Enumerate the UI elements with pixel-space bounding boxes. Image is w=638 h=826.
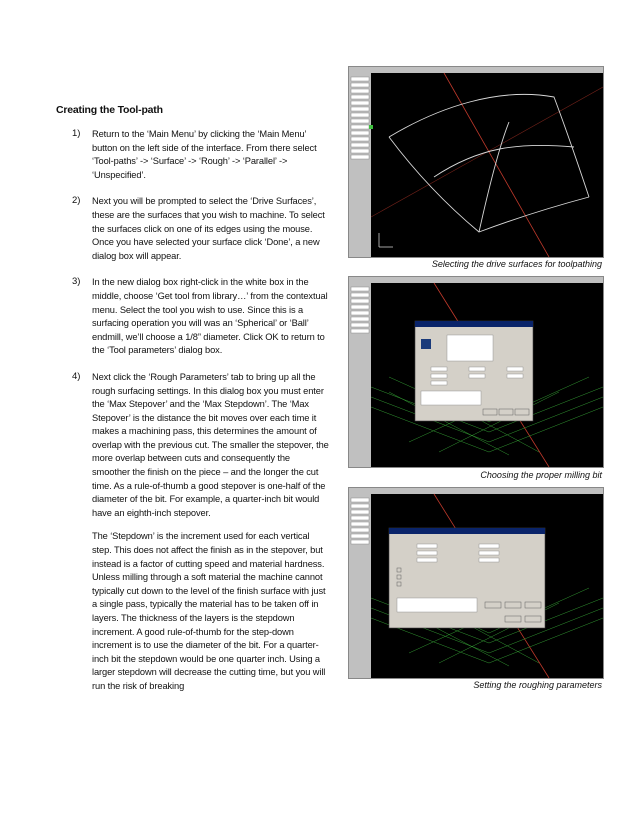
step-text: Next click the ‘Rough Parameters’ tab to bring up all the rough surfacing settings. In this dialog box you must enter the ‘Max Stepover’ and the ‘Max Stepdown’. The ‘Max Stepover’ is the distance the bit moves over each time it makes a machining pass, this determines the amount of overlap with the previous cut. The smaller the stepover, the more overlap between cuts and consequently the smoother the finish on the piece – and the longer the cut time. As a rule-of-thumb a good stepover is one-half of the diameter of the bit. For example, a quarter-inch bit would have an eighth-inch stepover. xyxy=(92,371,329,518)
step-text: Next you will be prompted to select the ‘Drive Surfaces’, these are the surfaces that you wish to machine. To select the surfaces click on one of its edges using the mouse. Once you have selected your surface click ‘Done’, a new dialog box will appear. xyxy=(92,196,325,261)
steps-list xyxy=(58,128,330,707)
step-text: In the new dialog box right-click in the white box in the middle, choose ‘Get tool from library…’ from the contextual menu. Select the tool you wish to use. Since this is a surfacing operation you will was an ‘Spherical’ or ‘Ball’ endmill, we’ll choose a 1/8” diameter. Click OK to return to the ‘Tool parameters’ dialog box. xyxy=(92,277,328,356)
step-2 xyxy=(58,195,330,263)
screenshot-milling-bit xyxy=(348,276,604,468)
screenshot-drive-surfaces xyxy=(348,66,604,258)
step-number: 2) xyxy=(72,195,81,207)
figure-caption-1: Selecting the drive surfaces for toolpathing xyxy=(431,259,602,269)
step-4 xyxy=(58,371,330,694)
step-number: 4) xyxy=(72,370,81,382)
section-heading: Creating the Tool-path xyxy=(56,104,163,116)
figure-caption-2: Choosing the proper milling bit xyxy=(480,470,602,480)
step-paragraph: The ‘Stepdown’ is the increment used for each vertical step. This does not affect the finish as in the stepover, but instead is a factor of cutting speed and material hardness. Unless milling through a soft material the machine cannot typically cut down to the level of the finish surface with just a single pass, typically the material has to be taken off in layers. The thickness of the layers is the stepdown increment. A good rule-of-thumb for the step-down increment is to use the diameter of the bit. For a quarter-inch bit the stepdown would be one quarter inch. Using a larger stepdown will decrease the cutting time, but you will run the risk of breaking xyxy=(92,531,326,691)
step-text: Return to the ‘Main Menu’ by clicking the ‘Main Menu’ button on the left side of the interface. From there select ‘Tool-paths’ -> ‘Surface’ -> ‘Rough’ -> ‘Parallel’ -> ‘Unspecified’. xyxy=(92,129,317,180)
screenshot-roughing-parameters xyxy=(348,487,604,679)
step-1 xyxy=(58,128,330,182)
step-number: 1) xyxy=(72,128,81,139)
step-3 xyxy=(58,276,330,358)
step-number: 3) xyxy=(72,276,81,288)
figure-caption-3: Setting the roughing parameters xyxy=(473,680,602,690)
